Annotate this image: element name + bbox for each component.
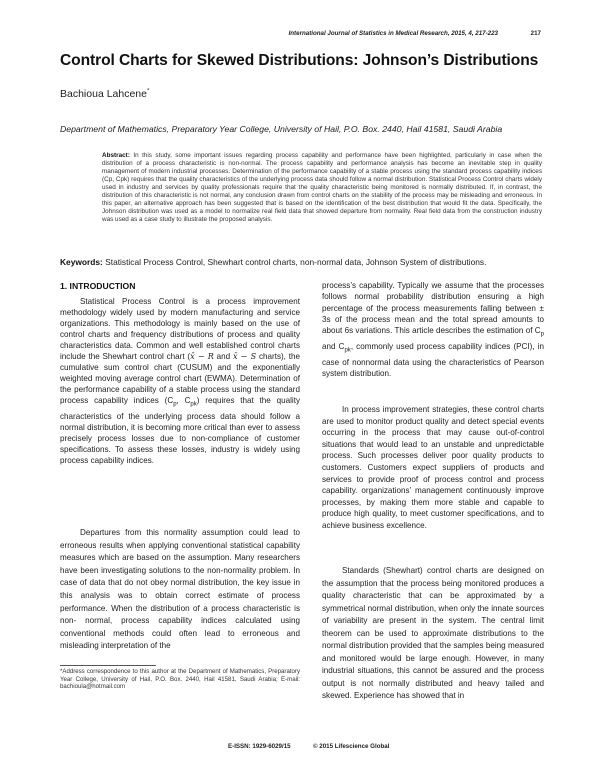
keywords-text: Statistical Process Control, Shewhart control charts, non-normal data, Johnson System of distributions.	[105, 257, 487, 267]
paragraph-text: Standards (Shewhart) control charts are designed on the assumption that the process being monitored produces a quality characteristic that can be approximated by a symmetrical normal distribution, when only the innate sources of variability are present in the system. The central limit theorem can be used to approximate distributions to the normal distribution provided that the samples being measured and monitored would be large enough. However, in many industrial situations, this cannot be assured and the process output is not normally distributed and heavy tailed and skewed. Experience has showed that in	[322, 566, 544, 700]
abstract	[102, 152, 542, 224]
footnote-mark: *	[60, 668, 63, 675]
text-run: and	[213, 352, 233, 362]
keywords	[60, 257, 550, 267]
left-column-paragraph-1	[60, 296, 300, 466]
footnote-text: Address correspondence to this author at the Department of Mathematics, Preparatory Year College, University of Hail, P.O. Box. 2440, Hail 41581, Saudi Arabia; E-mail: bachioula@hotmail.com	[60, 668, 300, 691]
keywords-label: Keywords:	[60, 257, 103, 267]
page-number: 217	[530, 30, 541, 37]
running-header	[60, 30, 540, 37]
text-run: ) requires that the quality characteristics of the underlying process data should follow a normal distribution, it is becoming more critical than ever to assess precisely process losses due to non-compliance of customer specifications. To assess these losses, industry is widely using process capability indices.	[60, 396, 300, 466]
right-column-paragraph-2	[322, 404, 544, 532]
text-run: charts), the cumulative sum control chart (CUSUM) and the exponentially weighted moving average control chart (EWMA). Determination of the performance capability of a stable process using the standard process capability indices (C	[60, 352, 300, 406]
subscript: pk	[190, 402, 197, 409]
correspondence-footnote	[60, 668, 300, 691]
author-line	[60, 88, 149, 100]
subscript: p	[173, 402, 177, 409]
subscript: p	[540, 331, 544, 338]
right-column-paragraph-1	[322, 280, 544, 380]
text-run: and C	[322, 342, 345, 352]
left-column-paragraph-2	[60, 527, 300, 653]
abstract-text: In this study, some important issues regarding process capability and performance have been highlighted, particularly in case when the distribution of a process characteristic is non-normal. The process capability and performance analysis has become an inevitable step in quality management of modern industrial processes. Determination of the performance capability of a stable process using the standard process capability indices (Cp, Cpk) requires that the quality characteristics of the underlying process data should follow a normal distribution. Statistical Process Control charts widely used in industry and services by quality professionals require that the quality characteristic being monitored is normally distributed. If, in contrast, the distribution of this characteristic is not normal, any conclusion drawn from control charts on the stability of the process may be misleading and erroneous. In this paper, an alternative approach has been suggested that is based on the identification of the best distribution that would fit the data. Specifically, the Johnson distribution was used as a model to normalize real field data that showed departure from normality. Real field data from the construction industry was used as a case study to illustrate the proposed analysis.	[102, 152, 543, 223]
affiliation: Department of Mathematics, Preparatory Year College, University of Hail, P.O. Box. 2440, Hail 41581, Saudi Arabia	[60, 124, 503, 134]
xbar-s-symbol: x̄ − S	[232, 351, 257, 362]
abstract-label: Abstract:	[102, 152, 130, 159]
text-run: Statistical Process Control is a process improvement methodology widely used by modern manufacturing and service organizations. This methodology is mainly based on the use of control charts and frequency distributions of process and quality characteristics data. Common and well established control charts include the Shewhart control chart (	[60, 297, 300, 362]
author-footnote-mark: *	[147, 88, 150, 95]
section-heading: 1. INTRODUCTION	[60, 281, 136, 291]
right-column-paragraph-3	[322, 565, 544, 703]
xbar-r-symbol: x̄ − R	[190, 351, 214, 362]
text-run: process’s capability. Typically we assume that the processes follows normal probability distribution ensuring a high percentage of the process measurements falling between ± 3s of the process mean and the total spread amounts to about 6s variations. This article describes the estimation of C	[322, 281, 544, 336]
paragraph-text: In process improvement strategies, these control charts are used to monitor product quality and detect special events occurring in the process that may cause out-of-control situations that would lead to an unstable and unpredictable process. Such processes deliver poor quality products to customers. Customers expect suppliers of products and services to provide proof of process control and process capability. organizations’ management continuously improve processes, by making them more stable and capable to produce high quality, to meet customer specifications, and to achieve business excellence.	[322, 405, 544, 530]
paper-title: Control Charts for Skewed Distributions: Johnson’s Distributions	[60, 52, 539, 69]
footnote-divider	[60, 665, 156, 666]
paragraph-text: Departures from this normality assumption could lead to erroneous results when applying conventional statistical capability measures which are based on the assumption. Many researchers have been investigating solutions to the non-normality problem. In case of data that do not obey normal distribution, the key issue in this analysis was to obtain correct estimate of process performance. When the distribution of a process characteristic is non- normal, process capability indices calculated using conventional methods could often lead to erroneous and misleading interpretation of the	[60, 528, 300, 651]
journal-citation: International Journal of Statistics in Medical Research, 2015, 4, 217-223	[288, 30, 498, 37]
footer-copyright: © 2015 Lifescience Global	[313, 743, 390, 750]
author-name: Bachioua Lahcene	[60, 88, 147, 100]
footer-issn: E-ISSN: 1929-6029/15	[228, 743, 291, 750]
text-run: , C	[176, 396, 191, 406]
text-run: , commonly used process capability indices (PCI), in case of nonnormal data using the characteristics of Pearson system distribution.	[322, 342, 544, 379]
subscript: pk	[344, 347, 351, 354]
